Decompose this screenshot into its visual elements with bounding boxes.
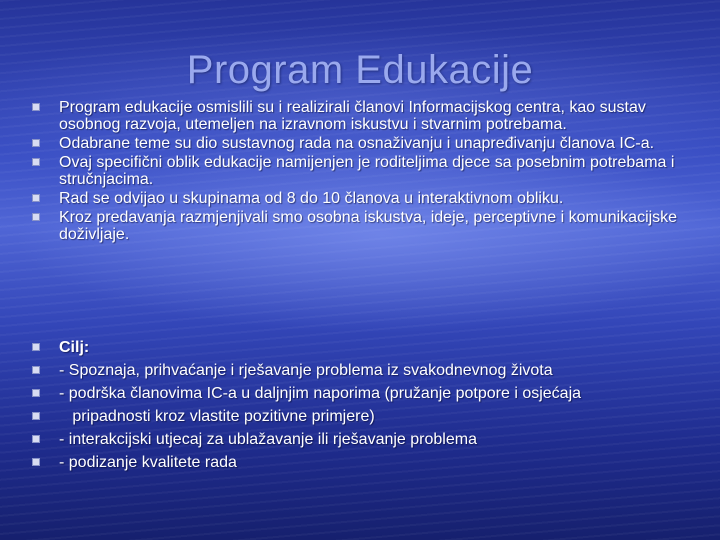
goal-text: - podrška članovima IC-a u daljnjim naporima (pružanje potpore i osjećaja	[59, 385, 582, 402]
goal-heading-item	[30, 339, 700, 356]
goal-text: pripadnosti kroz vlastite pozitivne primjere)	[59, 408, 375, 425]
goal-bullet-list	[30, 339, 700, 477]
goal-item	[30, 362, 700, 379]
slide-title: Program Edukacije	[186, 48, 534, 92]
bullet-text: Program edukacije osmislili su i realizirali članovi Informacijskog centra, kao sustav osobnog razvoja, utemeljen na izravnom iskustvu i stvarnim potrebama.	[59, 99, 646, 133]
bullet-text: Kroz predavanja razmjenjivali smo osobna iskustva, ideje, perceptivne i komunikacijske doživljaje.	[59, 209, 678, 243]
square-bullet-icon	[32, 103, 40, 111]
square-bullet-icon	[32, 435, 40, 443]
bullet-item	[30, 209, 700, 243]
goal-text: - Spoznaja, prihvaćanje i rješavanje problema iz svakodnevnog života	[59, 362, 553, 379]
square-bullet-icon	[32, 389, 40, 397]
bullet-item	[30, 99, 700, 133]
goal-item	[30, 431, 700, 448]
square-bullet-icon	[32, 194, 40, 202]
bullet-item	[30, 190, 700, 207]
bullet-text: Rad se odvijao u skupinama od 8 do 10 članova u interaktivnom obliku.	[59, 190, 564, 207]
square-bullet-icon	[32, 139, 40, 147]
square-bullet-icon	[32, 366, 40, 374]
bullet-item	[30, 154, 700, 188]
goal-text: - podizanje kvalitete rada	[59, 454, 237, 471]
goal-item	[30, 408, 700, 425]
bullet-text: Odabrane teme su dio sustavnog rada na osnaživanju i unapređivanju članova IC-a.	[59, 135, 655, 152]
square-bullet-icon	[32, 412, 40, 420]
bullet-text: Ovaj specifični oblik edukacije namijenjen je roditeljima djece sa posebnim potrebama i stručnjacima.	[59, 154, 675, 188]
goal-heading: Cilj:	[59, 339, 90, 356]
square-bullet-icon	[32, 213, 40, 221]
square-bullet-icon	[32, 458, 40, 466]
square-bullet-icon	[32, 158, 40, 166]
bullet-item	[30, 135, 700, 152]
square-bullet-icon	[32, 343, 40, 351]
goal-text: - interakcijski utjecaj za ublažavanje ili rješavanje problema	[59, 431, 477, 448]
goal-item	[30, 385, 700, 402]
goal-item	[30, 454, 700, 471]
main-bullet-list	[30, 99, 700, 245]
